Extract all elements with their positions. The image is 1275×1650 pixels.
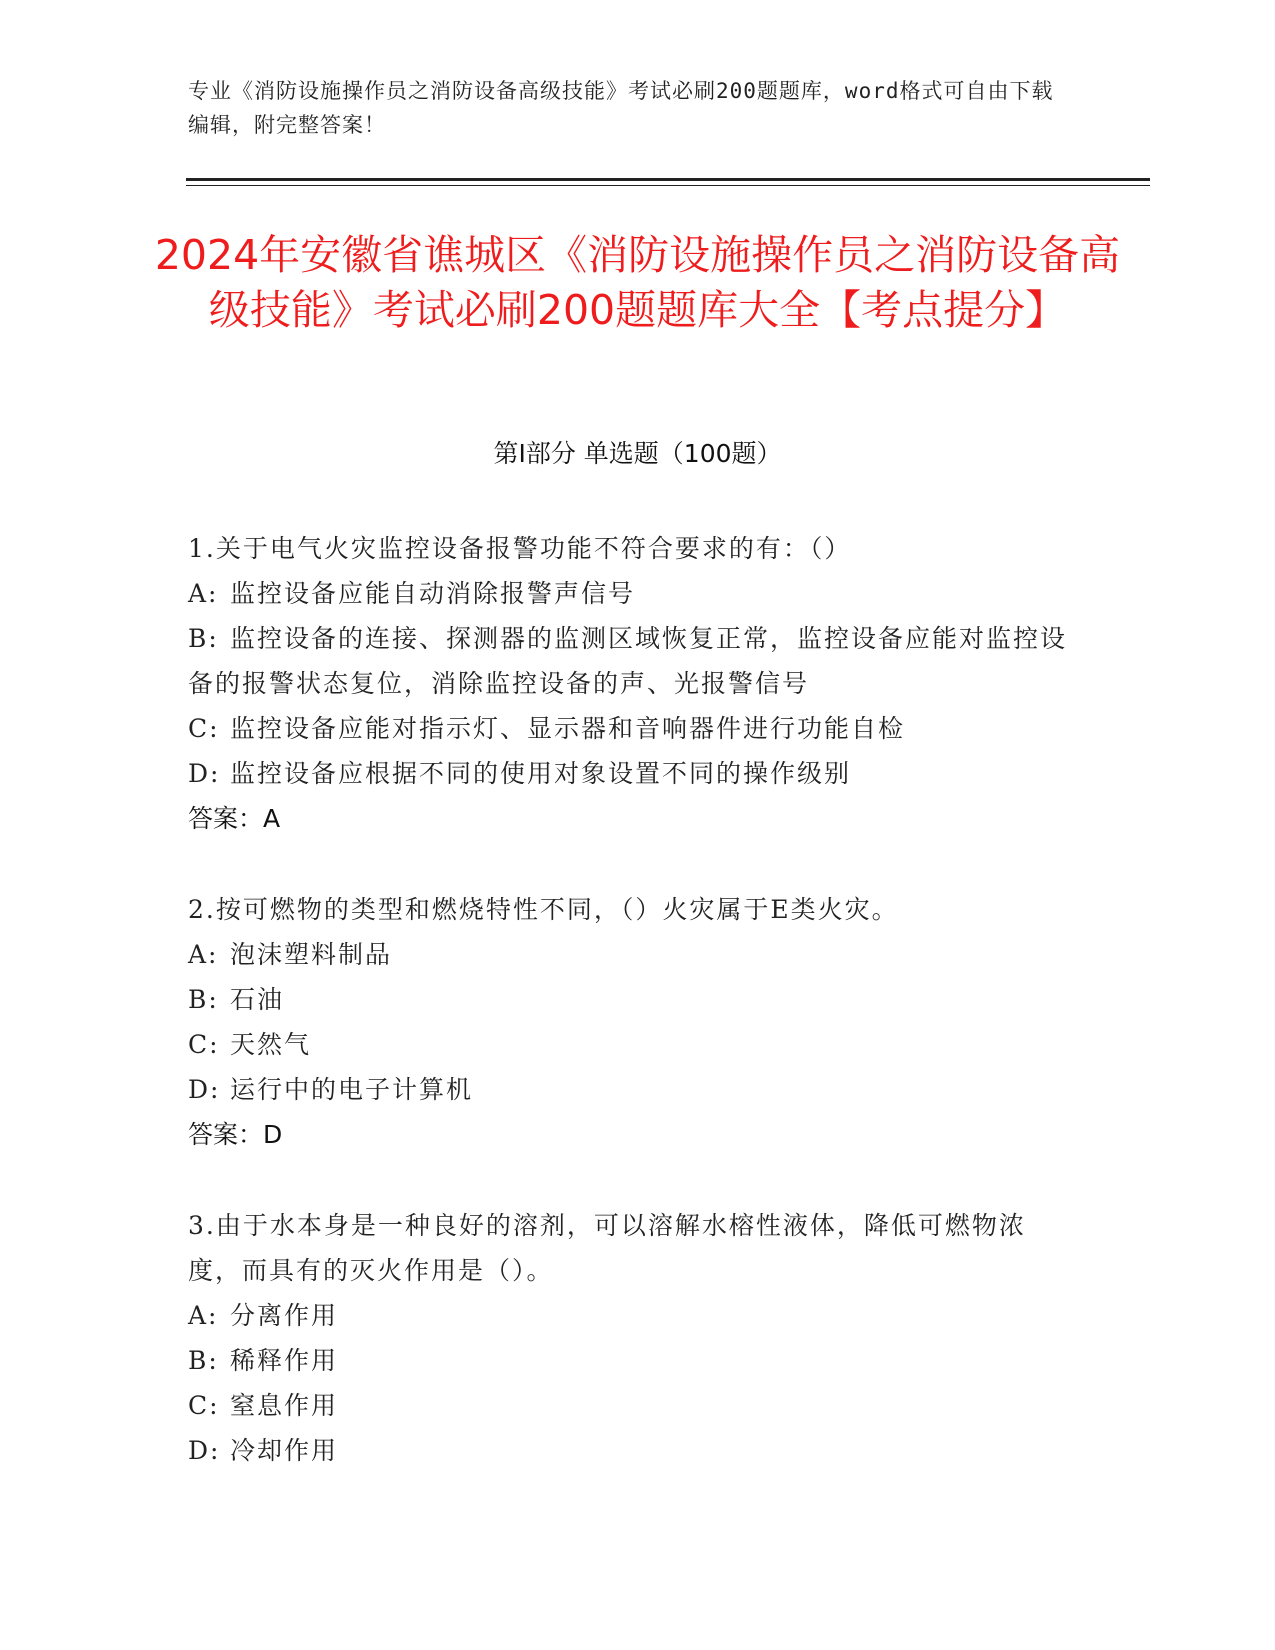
question-stem: 2.按可燃物的类型和燃烧特性不同，（）火灾属于E类火灾。 — [188, 895, 899, 924]
option-b — [188, 1338, 1068, 1383]
question-1 — [188, 526, 1068, 841]
option-key: B: — [188, 1346, 219, 1375]
option-text: 冷却作用 — [230, 1436, 339, 1465]
question-list — [188, 526, 1068, 1519]
option-d — [188, 1067, 1068, 1112]
option-text: 监控设备应根据不同的使用对象设置不同的操作级别 — [230, 759, 852, 788]
option-a — [188, 571, 1068, 616]
option-text: 石油 — [230, 985, 285, 1014]
option-key: D: — [188, 759, 221, 788]
option-b — [188, 977, 1068, 1022]
option-a — [188, 932, 1068, 977]
option-a — [188, 1293, 1068, 1338]
option-text: 天然气 — [230, 1030, 312, 1059]
option-key: A: — [188, 1301, 219, 1330]
option-key: B: — [188, 624, 219, 653]
option-key: D: — [188, 1436, 221, 1465]
option-key: C: — [188, 1391, 220, 1420]
option-d — [188, 1428, 1068, 1473]
option-key: C: — [188, 1030, 220, 1059]
answer: 答案：A — [188, 804, 281, 833]
option-key: D: — [188, 1075, 221, 1104]
document-title: 2024年安徽省谯城区《消防设施操作员之消防设备高级技能》考试必刷200题题库大全【考点提分】 — [154, 231, 1121, 334]
option-b — [188, 616, 1068, 706]
option-key: A: — [188, 940, 219, 969]
question-2 — [188, 887, 1068, 1157]
option-key: B: — [188, 985, 219, 1014]
option-key: C: — [188, 714, 220, 743]
option-c — [188, 706, 1068, 751]
option-text: 监控设备应能对指示灯、显示器和音响器件进行功能自检 — [230, 714, 906, 743]
option-c — [188, 1383, 1068, 1428]
header-divider-thick — [186, 178, 1150, 181]
option-d — [188, 751, 1068, 796]
question-3 — [188, 1203, 1068, 1473]
option-text: 运行中的电子计算机 — [230, 1075, 474, 1104]
option-text: 监控设备的连接、探测器的监测区域恢复正常，监控设备应能对监控设备的报警状态复位，消除监控设备的声、光报警信号 — [188, 624, 1068, 698]
option-text: 监控设备应能自动消除报警声信号 — [230, 579, 636, 608]
question-stem: 1.关于电气火灾监控设备报警功能不符合要求的有：（） — [188, 534, 852, 563]
option-c — [188, 1022, 1068, 1067]
option-text: 窒息作用 — [230, 1391, 339, 1420]
option-text: 分离作用 — [230, 1301, 339, 1330]
header-note: 专业《消防设施操作员之消防设备高级技能》考试必刷200题题库，word格式可自由下载编辑，附完整答案！ — [188, 79, 1054, 137]
answer: 答案：D — [188, 1120, 283, 1149]
option-key: A: — [188, 579, 219, 608]
section-title: 第Ⅰ部分 单选题（100题） — [493, 439, 782, 468]
option-text: 泡沫塑料制品 — [230, 940, 393, 969]
header-divider-thin — [186, 185, 1150, 186]
question-stem: 3.由于水本身是一种良好的溶剂，可以溶解水榕性液体，降低可燃物浓度，而具有的灭火作用是（）。 — [188, 1211, 1026, 1285]
option-text: 稀释作用 — [230, 1346, 339, 1375]
